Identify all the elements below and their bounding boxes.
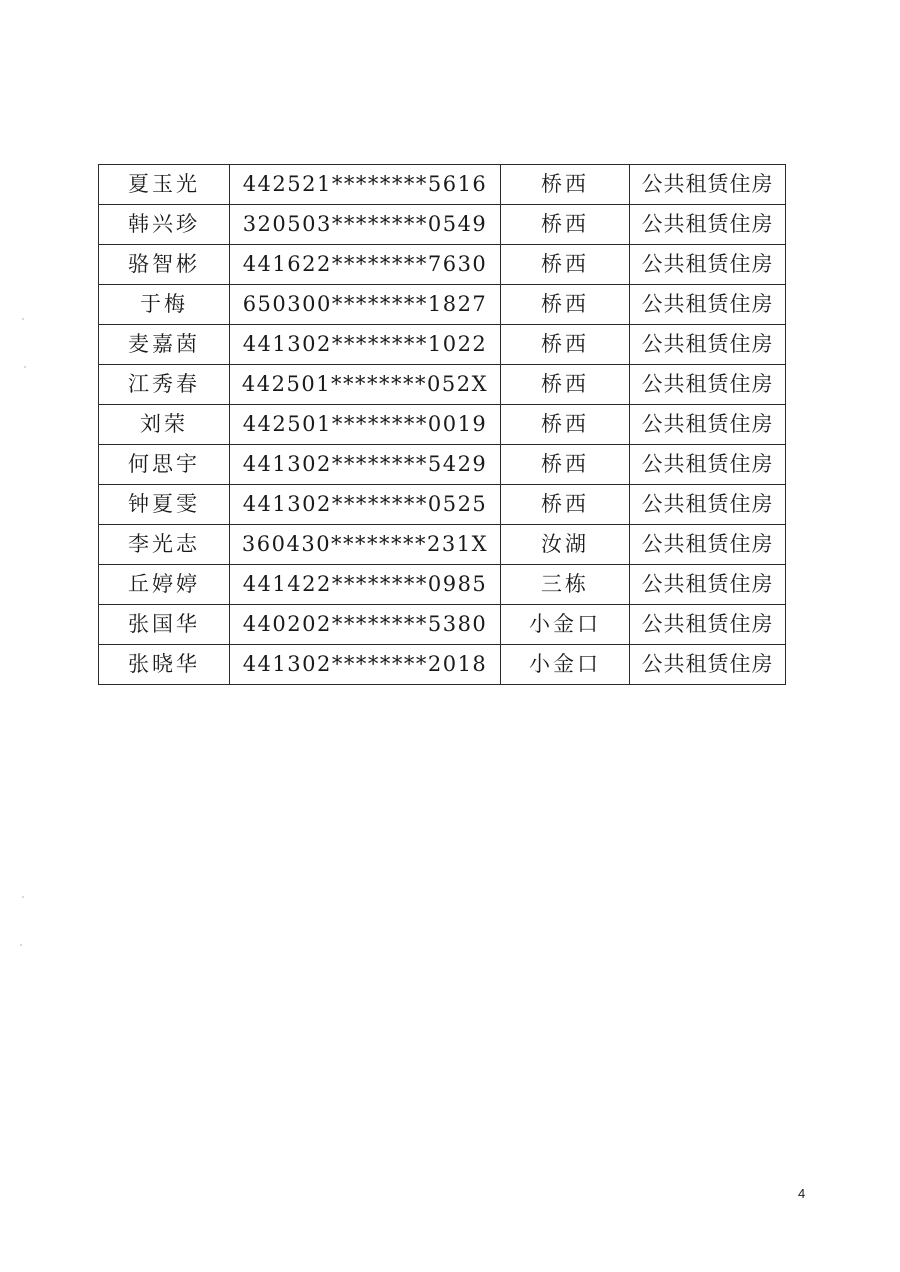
name-cell: 丘婷婷 bbox=[99, 565, 230, 605]
name-cell: 骆智彬 bbox=[99, 245, 230, 285]
housing-type-cell: 公共租赁住房 bbox=[630, 565, 786, 605]
housing-type-cell: 公共租赁住房 bbox=[630, 445, 786, 485]
area-cell: 桥西 bbox=[501, 445, 630, 485]
id-number-cell: 360430********231X bbox=[230, 525, 501, 565]
area-cell: 汝湖 bbox=[501, 525, 630, 565]
table-row bbox=[99, 165, 786, 205]
table-row bbox=[99, 485, 786, 525]
scan-speck bbox=[22, 318, 24, 320]
area-cell: 桥西 bbox=[501, 165, 630, 205]
housing-type-cell: 公共租赁住房 bbox=[630, 405, 786, 445]
housing-type-cell: 公共租赁住房 bbox=[630, 365, 786, 405]
page-number: 4 bbox=[798, 1186, 806, 1201]
housing-type-cell: 公共租赁住房 bbox=[630, 645, 786, 685]
id-number-cell: 442501********052X bbox=[230, 365, 501, 405]
table-row bbox=[99, 365, 786, 405]
table-row bbox=[99, 405, 786, 445]
table-body bbox=[99, 165, 786, 685]
area-cell: 桥西 bbox=[501, 365, 630, 405]
name-cell: 麦嘉茵 bbox=[99, 325, 230, 365]
table-row bbox=[99, 285, 786, 325]
id-number-cell: 441302********0525 bbox=[230, 485, 501, 525]
id-number-cell: 650300********1827 bbox=[230, 285, 501, 325]
area-cell: 桥西 bbox=[501, 325, 630, 365]
id-number-cell: 441422********0985 bbox=[230, 565, 501, 605]
area-cell: 桥西 bbox=[501, 205, 630, 245]
table-row bbox=[99, 205, 786, 245]
name-cell: 刘荣 bbox=[99, 405, 230, 445]
table-row bbox=[99, 565, 786, 605]
name-cell: 夏玉光 bbox=[99, 165, 230, 205]
area-cell: 桥西 bbox=[501, 405, 630, 445]
housing-type-cell: 公共租赁住房 bbox=[630, 165, 786, 205]
id-number-cell: 442521********5616 bbox=[230, 165, 501, 205]
name-cell: 张晓华 bbox=[99, 645, 230, 685]
name-cell: 江秀春 bbox=[99, 365, 230, 405]
id-number-cell: 441302********2018 bbox=[230, 645, 501, 685]
housing-type-cell: 公共租赁住房 bbox=[630, 205, 786, 245]
housing-type-cell: 公共租赁住房 bbox=[630, 525, 786, 565]
area-cell: 小金口 bbox=[501, 605, 630, 645]
name-cell: 李光志 bbox=[99, 525, 230, 565]
scan-speck bbox=[22, 896, 24, 898]
id-number-cell: 440202********5380 bbox=[230, 605, 501, 645]
table-row bbox=[99, 645, 786, 685]
table-row bbox=[99, 325, 786, 365]
area-cell: 桥西 bbox=[501, 245, 630, 285]
name-cell: 何思宇 bbox=[99, 445, 230, 485]
name-cell: 钟夏雯 bbox=[99, 485, 230, 525]
table-row bbox=[99, 445, 786, 485]
area-cell: 三栋 bbox=[501, 565, 630, 605]
id-number-cell: 441302********1022 bbox=[230, 325, 501, 365]
area-cell: 桥西 bbox=[501, 285, 630, 325]
name-cell: 张国华 bbox=[99, 605, 230, 645]
housing-allocation-table bbox=[98, 164, 786, 685]
table-row bbox=[99, 245, 786, 285]
area-cell: 桥西 bbox=[501, 485, 630, 525]
id-number-cell: 441302********5429 bbox=[230, 445, 501, 485]
housing-type-cell: 公共租赁住房 bbox=[630, 245, 786, 285]
name-cell: 于梅 bbox=[99, 285, 230, 325]
area-cell: 小金口 bbox=[501, 645, 630, 685]
id-number-cell: 441622********7630 bbox=[230, 245, 501, 285]
scan-speck bbox=[20, 944, 22, 946]
name-cell: 韩兴珍 bbox=[99, 205, 230, 245]
table-row bbox=[99, 525, 786, 565]
id-number-cell: 442501********0019 bbox=[230, 405, 501, 445]
table-row bbox=[99, 605, 786, 645]
scan-speck bbox=[24, 366, 26, 368]
housing-type-cell: 公共租赁住房 bbox=[630, 485, 786, 525]
housing-type-cell: 公共租赁住房 bbox=[630, 325, 786, 365]
housing-type-cell: 公共租赁住房 bbox=[630, 285, 786, 325]
housing-type-cell: 公共租赁住房 bbox=[630, 605, 786, 645]
id-number-cell: 320503********0549 bbox=[230, 205, 501, 245]
